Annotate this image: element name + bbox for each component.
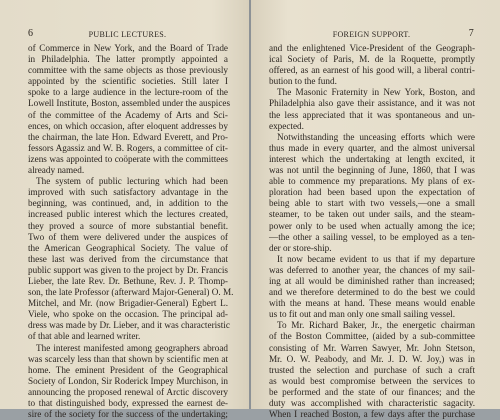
- text-line: fessors Agassiz and W. B. Rogers, a committee of cit-: [28, 142, 228, 153]
- text-line: to that distinguished body, expressed the earnest de-: [28, 398, 228, 408]
- text-line: being able to start with two vessels,—one a small: [269, 198, 475, 209]
- text-line: in Philadelphia. The latter promptly appointed a: [28, 54, 228, 65]
- text-line: dress was made by Dr. Lieber, and it was characteristic: [28, 320, 230, 331]
- text-line: Mitchel, and Mr. (now Brigadier-General) Egbert L.: [28, 298, 228, 309]
- text-line: increased public interest which the lectures created,: [28, 209, 228, 220]
- text-line: Viele, who spoke on the occasion. The principal ad-: [28, 309, 228, 320]
- text-line: power only to be used when actually among the ice;: [269, 220, 475, 231]
- text-line: was deferred to another year, the chances of my sail-: [269, 264, 475, 275]
- text-line: these last was derived from the circumstance that: [28, 253, 228, 264]
- text-line: Society of London, Sir Roderick Impey Murchison, in: [28, 375, 228, 386]
- right-page: [251, 0, 500, 420]
- running-head: FOREIGN SUPPORT.: [332, 30, 411, 39]
- text-line: Lowell Institute, Boston, assembled under the auspices: [28, 98, 231, 109]
- text-line: able to commence my preparations. My plans of ex-: [269, 176, 475, 187]
- text-line: It now became evident to us that if my departure: [277, 253, 475, 264]
- text-line: expected.: [269, 120, 304, 131]
- text-line: bution to the fund.: [269, 76, 337, 87]
- text-line: The Masonic Fraternity in New York, Boston, and: [277, 87, 475, 98]
- text-line: the chairman, the late Hon. Edward Everett, and Pro-: [28, 131, 228, 142]
- text-line: ences, on which occasion, after eloquent addresses by: [28, 120, 228, 131]
- text-line: us to fit out and man only one small sailing vessel.: [269, 309, 456, 320]
- text-line: ploration had been based upon the expectation of: [269, 187, 475, 198]
- text-line: of that able and learned writer.: [28, 331, 141, 342]
- text-line: the American Geographical Society. The value of: [28, 242, 228, 253]
- text-line: and the enlightened Vice-President of the Geograph-: [269, 43, 475, 53]
- text-line: of the Boston Committee, (aided by a sub-committee: [269, 331, 475, 342]
- text-line: announcing the proposed renewal of Arctic discovery: [28, 386, 228, 397]
- text-line: spoke to a large audience in the lecture-room of the: [28, 87, 228, 98]
- text-line: was not until the beginning of June, 1860, that I was: [269, 165, 475, 176]
- text-line: duty was accomplished with characteristic sagacity.: [269, 398, 475, 408]
- page-number: 6: [28, 28, 34, 39]
- text-line: as would best compromise between the services to: [269, 375, 475, 386]
- text-line: The system of public lecturing which had been: [36, 176, 228, 187]
- left-page: [0, 0, 249, 420]
- text-line: offered, as an earnest of his good will, a liberal contri-: [269, 65, 475, 76]
- text-line: son, the late Professor (afterward Major-General) O. M.: [28, 287, 234, 298]
- text-line: with the means at hand. These means would enable: [269, 298, 475, 309]
- text-line: der or store-ship.: [269, 242, 332, 253]
- text-line: When I reached Boston, a few days after the purchase: [269, 409, 475, 420]
- right-page-body: [269, 43, 475, 420]
- text-line: home. The eminent President of the Geographical: [28, 364, 228, 375]
- text-line: Mr. O. W. Peabody, and Mr. J. D. W. Joy,) was in: [269, 353, 475, 364]
- text-line: committee with the same objects as those previously: [28, 65, 228, 76]
- left-page-body: [28, 43, 234, 420]
- text-line: steamer, to be taken out under sails, and the steam-: [269, 209, 475, 220]
- text-line: ing at all would be diminished rather than increased;: [269, 275, 475, 286]
- text-line: appointed by the scientific societies. Still later I: [28, 76, 228, 87]
- text-line: of the committee of the Academy of Arts and Sci-: [28, 109, 228, 120]
- text-line: improved with such satisfactory advantage in the: [28, 187, 228, 198]
- text-line: interest which the undertaking at length excited, it: [269, 153, 475, 164]
- text-line: of Commerce in New York, and the Board of Trade: [28, 43, 228, 53]
- running-head: PUBLIC LECTURES.: [88, 30, 167, 39]
- text-line: and we therefore determined to do the best we could: [269, 287, 475, 298]
- text-line: sire of the society for the success of the undertaking;: [28, 409, 228, 420]
- text-line: beginning, was continued, and, in addition to the: [28, 198, 228, 209]
- text-line: they proved a source of more substantial benefit.: [28, 220, 228, 231]
- text-line: consisting of Mr. Warren Sawyer, Mr. John Stetson,: [269, 342, 475, 353]
- text-line: Lieber, the late Rev. Dr. Bethune, Rev. J. P. Thomp-: [28, 275, 228, 286]
- text-line: was scarcely less than that shown by scientific men at: [28, 353, 228, 364]
- text-line: already named.: [28, 165, 85, 176]
- text-line: public support was given to the project by Dr. Francis: [28, 264, 228, 275]
- text-line: be performed and the state of our finances; and the: [269, 386, 475, 397]
- text-line: —the other a sailing vessel, to be employed as a ten-: [269, 231, 475, 242]
- page-number: 7: [468, 28, 474, 39]
- text-line: The interest manifested among geographers abroad: [36, 342, 228, 353]
- text-line: Notwithstanding the unceasing efforts which were: [277, 131, 475, 142]
- text-line: thus made in every quarter, and the almost universal: [269, 142, 475, 153]
- text-line: the less appreciated that it was spontaneous and un-: [269, 109, 475, 120]
- text-line: trusted the selection and purchase of such a craft: [269, 364, 475, 375]
- text-line: izens was appointed to coöperate with the committees: [28, 153, 228, 164]
- text-line: Two of them were delivered under the auspices of: [28, 231, 228, 242]
- text-line: Philadelphia also gave their assistance, and it was not: [269, 98, 475, 109]
- text-line: ical Society of Paris, M. de la Roquette, promptly: [269, 54, 475, 65]
- text-line: To Mr. Richard Baker, Jr., the energetic chairman: [277, 320, 475, 331]
